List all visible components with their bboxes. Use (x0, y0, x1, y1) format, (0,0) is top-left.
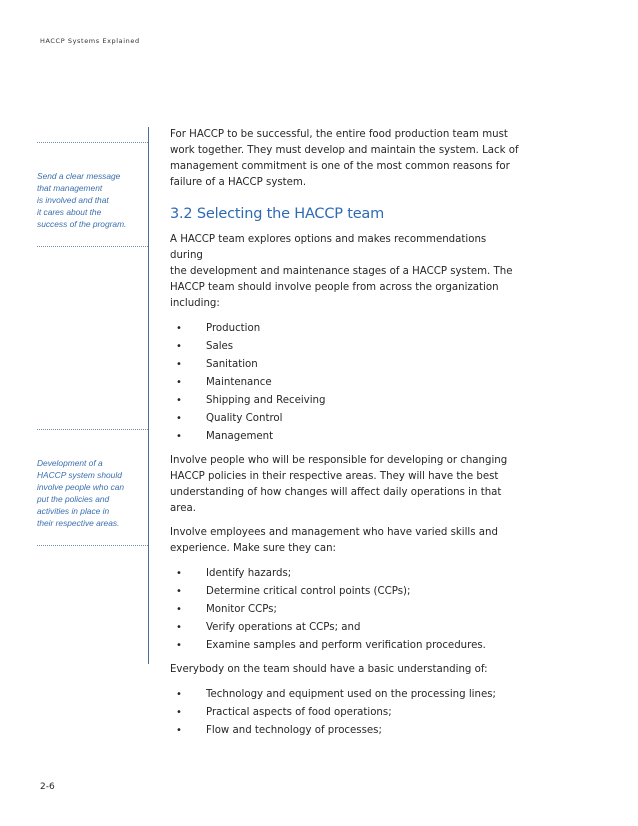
sidebar-note-management (37, 146, 145, 242)
list-item: • Examine samples and perform verification procedures. (170, 637, 520, 655)
knowledge-list (170, 686, 520, 740)
sidebar-note-text: Send a clear message that management is involved and that it cares about the success of the program. (37, 171, 127, 229)
bullet-icon: • (176, 359, 182, 370)
bullet-icon: • (176, 341, 182, 352)
column-divider (148, 127, 149, 664)
bullet-icon: • (176, 377, 182, 388)
running-header: HACCP Systems Explained (40, 37, 140, 45)
list-item: • Shipping and Receiving (170, 392, 520, 410)
areas-list (170, 320, 520, 446)
abilities-list (170, 565, 520, 655)
understanding-paragraph: Everybody on the team should have a basic understanding of: (170, 664, 488, 675)
section-heading: 3.2 Selecting the HACCP team (170, 206, 385, 222)
list-item: • Sanitation (170, 356, 520, 374)
list-item: • Verify operations at CCPs; and (170, 619, 520, 637)
sidebar-note-rule-top (37, 429, 148, 430)
involve-paragraph: Involve people who will be responsible for developing or changing HACCP policies in their respective areas. They will have the best understanding of how changes will affect daily operations in that area. (170, 455, 508, 514)
list-item: • Flow and technology of processes; (170, 722, 520, 740)
bullet-icon: • (176, 323, 182, 334)
list-item: • Production (170, 320, 520, 338)
bullet-icon: • (176, 568, 182, 579)
page-number: 2-6 (40, 782, 55, 792)
bullet-icon: • (176, 725, 182, 736)
sidebar-note-development (37, 433, 145, 541)
list-item: • Quality Control (170, 410, 520, 428)
main-content (170, 127, 520, 747)
bullet-icon: • (176, 431, 182, 442)
list-item: • Determine critical control points (CCPs); (170, 583, 520, 601)
bullet-icon: • (176, 640, 182, 651)
list-item: • Technology and equipment used on the processing lines; (170, 686, 520, 704)
bullet-icon: • (176, 707, 182, 718)
bullet-icon: • (176, 604, 182, 615)
bullet-icon: • (176, 413, 182, 424)
sidebar-note-text: Development of a HACCP system should involve people who can put the policies and activities in place in their respective areas. (37, 458, 125, 528)
list-item: • Identify hazards; (170, 565, 520, 583)
intro-paragraph: For HACCP to be successful, the entire food production team must work together. They must develop and maintain the system. Lack of management commitment is one of the most common reasons for failure of a HACCP system. (170, 129, 519, 188)
bullet-icon: • (176, 586, 182, 597)
sidebar-note-rule-bottom (37, 246, 148, 247)
bullet-icon: • (176, 622, 182, 633)
list-item: • Maintenance (170, 374, 520, 392)
skills-paragraph: Involve employees and management who have varied skills and experience. Make sure they can: (170, 527, 498, 554)
bullet-icon: • (176, 395, 182, 406)
sidebar-note-rule-bottom (37, 545, 148, 546)
list-item: • Management (170, 428, 520, 446)
list-item: • Sales (170, 338, 520, 356)
team-paragraph: A HACCP team explores options and makes recommendations during the development and maintenance stages of a HACCP system. The HACCP team should involve people from across the organization including: (170, 234, 513, 309)
list-item: • Practical aspects of food operations; (170, 704, 520, 722)
sidebar-note-rule-top (37, 142, 148, 143)
bullet-icon: • (176, 689, 182, 700)
list-item: • Monitor CCPs; (170, 601, 520, 619)
